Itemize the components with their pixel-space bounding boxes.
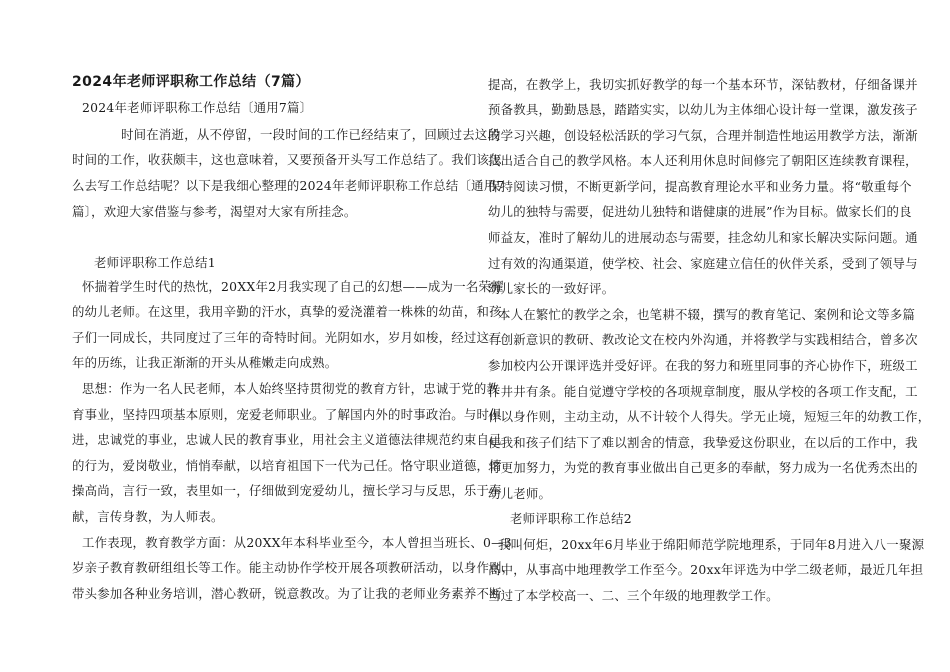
text-line: 时间在消逝，从不停留，一段时间的工作已经结束了，回顾过去这段 — [121, 127, 501, 142]
text-line: 预备教具，勤勤恳恳，踏踏实实，以幼儿为主体细心设计每一堂课，激发孩子 — [488, 102, 918, 117]
text-line: 师益友，准时了解幼儿的进展动态与需要，挂念幼儿和家长解决实际问题。通 — [488, 230, 918, 245]
text-line: 岁亲子教育教研组组长等工作。能主动协作学校开展各项教研活动，以身作则， — [72, 560, 515, 575]
text-line: 作以身作则，主动主动，从不计较个人得失。学无止境，短短三年的幼教工作， — [488, 409, 931, 424]
text-line: 提高，在教学上，我切实抓好教学的每一个基本环节，深钻教材，仔细备课并 — [488, 77, 918, 92]
text-line: 使我和孩子们结下了难以割舍的情意，我挚爱这份职业，在以后的工作中，我 — [488, 435, 918, 450]
text-line: 进，忠诚党的事业，忠诚人民的教育事业，用社会主义道德法律规范约束自己 — [72, 432, 502, 447]
text-line: 时间的工作，收获颇丰，这也意味着，又要预备开头写工作总结了。我们该怎 — [72, 152, 502, 167]
text-line: 高中，从事高中地理教学工作至今。20xx年评选为中学二级老师，最近几年担 — [488, 562, 924, 577]
section-heading-1: 老师评职称工作总结1 — [94, 255, 216, 270]
text-line: 育事业，坚持四项基本原则，宠爱老师职业。了解国内外的时事政治。与时俱 — [72, 407, 502, 422]
text-line: 作井井有条。能自觉遵守学校的各项规章制度，服从学校的各项工作支配，工 — [488, 384, 918, 399]
text-line: 么去写工作总结呢？以下是我细心整理的2024年老师评职称工作总结〔通用7 — [72, 178, 505, 193]
text-line: 幼儿家长的一致好评。 — [488, 281, 615, 296]
text-line: 幼儿的独特与需要，促进幼儿独特和谐健康的进展”作为目标。做家长们的良 — [488, 204, 912, 219]
text-line: 的学习兴趣，创设轻松活跃的学习气氛，合理并制造性地运用教学方法，渐渐 — [488, 128, 918, 143]
text-line: 当过了本学校高一、二、三个年级的地理教学工作。 — [488, 588, 779, 603]
text-line: 操高尚，言行一致，表里如一，仔细做到宠爱幼儿，擅长学习与反思，乐于奉 — [72, 483, 502, 498]
text-line: 有创新意识的教研、教改论文在校内外沟通，并将教学与实践相结合，曾多次 — [488, 332, 918, 347]
text-line: 子们一同成长，共同度过了三年的奇特时间。光阴如水，岁月如梭，经过这三 — [72, 330, 502, 345]
text-line: 找出适合自己的教学风格。本人还利用休息时间修完了朝阳区连续教育课程， — [488, 153, 918, 168]
text-line: 本人在繁忙的教学之余，也笔耕不辍，撰写的教育笔记、案例和论文等多篇 — [498, 307, 916, 322]
text-line: 献，言传身教，为人师表。 — [72, 509, 224, 524]
document-title: 2024年老师评职称工作总结（7篇） — [72, 74, 310, 90]
text-line: 年的历练，让我正渐渐的开头从稚嫩走向成熟。 — [72, 355, 338, 370]
document-subtitle: 2024年老师评职称工作总结〔通用7篇〕 — [82, 100, 313, 115]
text-line: 篇〕，欢迎大家借鉴与参考，渴望对大家有所挂念。 — [72, 204, 357, 219]
text-line: 参加校内公开课评选并受好评。在我的努力和班里同事的齐心协作下，班级工 — [488, 358, 918, 373]
text-line: 思想：作为一名人民老师，本人始终坚持贯彻党的教育方针，忠诚于党的教 — [82, 381, 500, 396]
text-line: 我叫何炬，20xx年6月毕业于绵阳师范学院地理系，于同年8月进入八一聚源 — [498, 537, 925, 552]
text-line: 带头参加各种业务培训，潜心教研，锐意教改。为了让我的老师业务素养不断 — [72, 586, 502, 601]
text-line: 工作表现，教育教学方面：从20XX年本科毕业至今，本人曾担当班长、0—3 — [82, 535, 512, 550]
text-line: 保持阅读习惯，不断更新学问，提高教育理论水平和业务力量。将“敬重每个 — [488, 179, 912, 194]
section-heading-2: 老师评职称工作总结2 — [510, 511, 632, 526]
text-line: 将更加努力，为党的教育事业做出自己更多的奉献，努力成为一名优秀杰出的 — [488, 460, 918, 475]
text-line: 怀揣着学生时代的热忱，20XX年2月我实现了自己的幻想——成为一名荣耀 — [82, 279, 504, 294]
text-line: 幼儿老师。 — [488, 486, 552, 501]
text-line: 的幼儿老师。在这里，我用辛勤的汗水，真挚的爱浇灌着一株株的幼苗，和孩 — [72, 304, 502, 319]
text-line: 过有效的沟通渠道，使学校、社会、家庭建立信任的伙伴关系，受到了领导与 — [488, 256, 918, 271]
text-line: 的行为，爱岗敬业，悄悄奉献，以培育祖国下一代为己任。恪守职业道德，情 — [72, 458, 502, 473]
